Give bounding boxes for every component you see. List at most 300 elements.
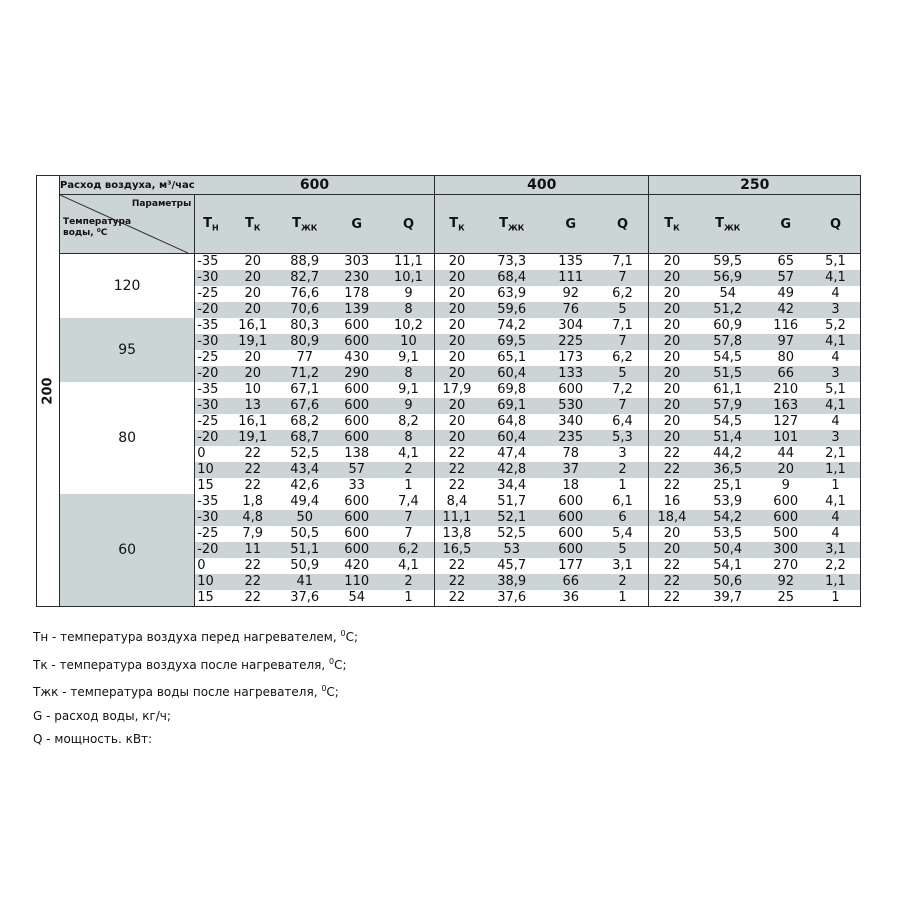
table-cell: 133 bbox=[545, 366, 597, 382]
table-cell: -35 bbox=[197, 494, 219, 509]
parameters-label: Параметры bbox=[131, 199, 192, 209]
table-cell: 42 bbox=[761, 302, 811, 318]
table-cell: 22 bbox=[435, 574, 479, 590]
table-cell: -25 bbox=[197, 414, 219, 429]
table-cell: 22 bbox=[649, 462, 695, 478]
table-cell: 22 bbox=[649, 478, 695, 494]
table-cell: 8,4 bbox=[435, 494, 479, 510]
table-cell: 80,3 bbox=[290, 318, 320, 333]
table-cell: 6,2 bbox=[383, 542, 435, 558]
table-cell: 20 bbox=[244, 254, 261, 269]
table-cell: 600 bbox=[344, 382, 370, 397]
table-cell: 10 bbox=[195, 462, 227, 478]
table-cell: 22 bbox=[435, 462, 479, 478]
table-cell: 74,2 bbox=[497, 318, 527, 333]
table-cell: -35 bbox=[197, 382, 219, 397]
table-cell: 9 bbox=[781, 478, 790, 493]
table-cell: 430 bbox=[344, 350, 370, 365]
column-header-g600-1: $Т_К$ bbox=[227, 195, 279, 254]
table-cell: 68,4 bbox=[479, 270, 545, 286]
table-cell: 60,9 bbox=[713, 318, 743, 333]
table-cell: 2 bbox=[597, 574, 649, 590]
water-temp-cell: 60 bbox=[60, 494, 195, 607]
table-cell: 67,6 bbox=[279, 398, 331, 414]
table-cell: 0 bbox=[197, 558, 206, 573]
table-cell: 50,5 bbox=[290, 526, 320, 541]
table-cell: 37,6 bbox=[290, 590, 320, 605]
table-cell: 53,5 bbox=[713, 526, 743, 541]
table-cell: 53,9 bbox=[713, 494, 743, 509]
table-cell: 33 bbox=[348, 478, 365, 493]
column-header-g600-0: $Т_Н$ bbox=[195, 195, 227, 254]
water-temp-cell: 120 bbox=[60, 254, 195, 319]
table-cell: 67,1 bbox=[290, 382, 320, 397]
table-cell: 173 bbox=[558, 350, 584, 365]
table-cell: 4,1 bbox=[825, 494, 846, 509]
table-cell: 18,4 bbox=[649, 510, 695, 526]
table-cell: 20 bbox=[649, 270, 695, 286]
table-cell: 5 bbox=[597, 302, 649, 318]
table-cell: 20 bbox=[649, 302, 695, 318]
table-cell: -20 bbox=[195, 430, 227, 446]
table-cell: 51,4 bbox=[695, 430, 761, 446]
table-cell: 59,5 bbox=[713, 254, 743, 269]
legend-line: Тжк - температура воды после нагревателя, $^0$С; bbox=[33, 684, 339, 699]
table-cell: 69,8 bbox=[497, 382, 527, 397]
table-cell: 600 bbox=[331, 334, 383, 350]
table-row bbox=[37, 254, 861, 271]
table-cell: 20 bbox=[244, 286, 261, 301]
legend-line: Q - мощность. кВт: bbox=[33, 732, 153, 746]
table-cell: 60,4 bbox=[479, 430, 545, 446]
table-cell: 7 bbox=[597, 334, 649, 350]
table-cell: 10 bbox=[195, 574, 227, 590]
table-cell: 7 bbox=[383, 510, 435, 526]
table-cell: 61,1 bbox=[713, 382, 743, 397]
water-temp-cell: 80 bbox=[60, 382, 195, 494]
table-cell: 22 bbox=[649, 558, 695, 574]
table-cell: 20 bbox=[649, 414, 695, 430]
table-cell: -35 bbox=[197, 318, 219, 333]
table-cell: 235 bbox=[545, 430, 597, 446]
table-cell: 20 bbox=[649, 526, 695, 542]
table-cell: 230 bbox=[331, 270, 383, 286]
table-cell: 530 bbox=[545, 398, 597, 414]
table-cell: 20 bbox=[649, 366, 695, 382]
table-cell: 9 bbox=[383, 398, 435, 414]
table-cell: 22 bbox=[435, 558, 479, 574]
table-cell: 8 bbox=[383, 430, 435, 446]
table-cell: 600 bbox=[331, 510, 383, 526]
table-cell: 304 bbox=[558, 318, 584, 333]
table-cell: 600 bbox=[773, 494, 799, 509]
table-cell: 10,1 bbox=[383, 270, 435, 286]
table-cell: 65 bbox=[777, 254, 794, 269]
table-cell: 34,4 bbox=[497, 478, 527, 493]
table-cell: 600 bbox=[344, 414, 370, 429]
table-cell: 22 bbox=[649, 446, 695, 462]
table-cell: 54,5 bbox=[713, 350, 743, 365]
table-cell: 22 bbox=[435, 590, 479, 607]
table-cell: 88,9 bbox=[290, 254, 320, 269]
table-cell: 8,2 bbox=[398, 414, 419, 429]
column-header-g250-0: $Т_К$ bbox=[649, 195, 695, 254]
column-header-g250-2: G bbox=[761, 195, 811, 254]
table-cell: 5,3 bbox=[597, 430, 649, 446]
table-cell: 71,2 bbox=[279, 366, 331, 382]
table-cell: 10 bbox=[383, 334, 435, 350]
table-cell: 15 bbox=[197, 590, 214, 605]
table-cell: 16,5 bbox=[435, 542, 479, 558]
table-cell: 3 bbox=[618, 446, 627, 461]
table-cell: 69,1 bbox=[479, 398, 545, 414]
table-cell: 22 bbox=[649, 574, 695, 590]
table-cell: 4 bbox=[831, 414, 840, 429]
flow-group-250: 250 bbox=[649, 176, 861, 195]
table-cell: 39,7 bbox=[713, 590, 743, 605]
table-cell: 4 bbox=[811, 510, 861, 526]
table-cell: 70,6 bbox=[279, 302, 331, 318]
table-cell: 600 bbox=[344, 494, 370, 509]
table-cell: 18 bbox=[562, 478, 579, 493]
table-cell: 300 bbox=[761, 542, 811, 558]
table-cell: -25 bbox=[197, 526, 219, 541]
legend-line: Тк - температура воздуха после нагревателя, $^0$С; bbox=[33, 656, 347, 672]
table-cell: 57,9 bbox=[695, 398, 761, 414]
table-cell: 7,1 bbox=[612, 318, 633, 333]
table-cell: 1 bbox=[404, 478, 413, 493]
table-cell: 1,1 bbox=[811, 574, 861, 590]
table-cell: 2 bbox=[597, 462, 649, 478]
table-cell: 4 bbox=[831, 286, 840, 301]
table-cell: 20 bbox=[227, 270, 279, 286]
table-cell: 600 bbox=[545, 542, 597, 558]
table-cell: 6,2 bbox=[612, 286, 633, 301]
table-cell: 270 bbox=[773, 558, 799, 573]
table-cell: 11,1 bbox=[393, 254, 423, 269]
table-cell: 22 bbox=[435, 446, 479, 462]
table-cell: 3 bbox=[811, 302, 861, 318]
table-cell: 78 bbox=[562, 446, 579, 461]
table-cell: 50 bbox=[279, 510, 331, 526]
table-cell: 42,6 bbox=[290, 478, 320, 493]
heater-performance-table bbox=[36, 175, 861, 607]
table-cell: 20 bbox=[435, 398, 479, 414]
table-cell: 38,9 bbox=[479, 574, 545, 590]
table-cell: 8 bbox=[383, 366, 435, 382]
table-cell: 225 bbox=[545, 334, 597, 350]
table-cell: 20 bbox=[435, 318, 479, 334]
table-cell: 20 bbox=[649, 350, 695, 366]
table-cell: 2,1 bbox=[825, 446, 846, 461]
table-cell: 303 bbox=[344, 254, 370, 269]
table-cell: -20 bbox=[195, 302, 227, 318]
table-cell: -35 bbox=[197, 254, 219, 269]
table-cell: 4,1 bbox=[811, 398, 861, 414]
table-cell: 5 bbox=[597, 542, 649, 558]
table-cell: 3,1 bbox=[811, 542, 861, 558]
table-cell: -30 bbox=[195, 334, 227, 350]
table-cell: 60,4 bbox=[479, 366, 545, 382]
table-cell: 49,4 bbox=[290, 494, 320, 509]
table-cell: 57 bbox=[761, 270, 811, 286]
table-cell: 49 bbox=[777, 286, 794, 301]
table-cell: 66 bbox=[545, 574, 597, 590]
legend bbox=[33, 622, 358, 752]
table-cell: 5,1 bbox=[825, 382, 846, 397]
table-cell: 600 bbox=[331, 542, 383, 558]
table-cell: 9,1 bbox=[398, 382, 419, 397]
table-cell: 20 bbox=[649, 334, 695, 350]
table-cell: 4,1 bbox=[811, 270, 861, 286]
table-cell: 25 bbox=[777, 590, 794, 605]
table-cell: 19,1 bbox=[227, 334, 279, 350]
table-cell: 178 bbox=[344, 286, 370, 301]
table-cell: 1 bbox=[618, 478, 627, 493]
table-cell: 22 bbox=[227, 574, 279, 590]
table-cell: 7,9 bbox=[242, 526, 264, 541]
table-cell: 20 bbox=[435, 254, 479, 271]
table-cell: 54,5 bbox=[713, 414, 743, 429]
table-cell: 500 bbox=[773, 526, 799, 541]
table-cell: 92 bbox=[761, 574, 811, 590]
table-cell: -25 bbox=[197, 350, 219, 365]
table-cell: 77 bbox=[296, 350, 313, 365]
table-cell: 20 bbox=[227, 302, 279, 318]
table-cell: 20 bbox=[435, 286, 479, 302]
table-cell: 50,9 bbox=[290, 558, 320, 573]
table-cell: 56,9 bbox=[695, 270, 761, 286]
table-cell: 16,1 bbox=[238, 414, 268, 429]
table-cell: 4 bbox=[831, 350, 840, 365]
table-cell: 50,6 bbox=[695, 574, 761, 590]
table-cell: 53 bbox=[479, 542, 545, 558]
table-cell: 64,8 bbox=[497, 414, 527, 429]
table-cell: 1 bbox=[618, 590, 627, 605]
flow-group-400: 400 bbox=[435, 176, 649, 195]
table-cell: 600 bbox=[761, 510, 811, 526]
table-cell: -30 bbox=[195, 510, 227, 526]
table-cell: 7,2 bbox=[612, 382, 633, 397]
table-cell: 76,6 bbox=[290, 286, 320, 301]
table-cell: 68,7 bbox=[279, 430, 331, 446]
table-cell: 600 bbox=[331, 430, 383, 446]
column-header-g400-0: $Т_К$ bbox=[435, 195, 479, 254]
table-cell: 92 bbox=[562, 286, 579, 301]
table-cell: 600 bbox=[558, 526, 584, 541]
table-cell: 73,3 bbox=[497, 254, 527, 269]
table-cell: 5,2 bbox=[825, 318, 846, 333]
table-cell: 57 bbox=[331, 462, 383, 478]
table-cell: 3 bbox=[811, 430, 861, 446]
table-cell: 36,5 bbox=[695, 462, 761, 478]
table-cell: 22 bbox=[244, 590, 261, 605]
table-cell: 0 bbox=[197, 446, 206, 461]
table-cell: 127 bbox=[773, 414, 799, 429]
table-cell: 54 bbox=[348, 590, 365, 605]
table-cell: 76 bbox=[545, 302, 597, 318]
table-cell: 5 bbox=[597, 366, 649, 382]
duct-size-value: 200 bbox=[40, 377, 56, 405]
table-cell: 6 bbox=[597, 510, 649, 526]
table-cell: 163 bbox=[761, 398, 811, 414]
table-cell: 139 bbox=[331, 302, 383, 318]
column-header-g400-3: Q bbox=[597, 195, 649, 254]
table-row bbox=[37, 318, 861, 334]
table-cell: 20 bbox=[649, 430, 695, 446]
table-cell: -20 bbox=[195, 542, 227, 558]
table-cell: 51,2 bbox=[695, 302, 761, 318]
table-cell: 20 bbox=[244, 350, 261, 365]
table-cell: 51,1 bbox=[279, 542, 331, 558]
table-cell: 20 bbox=[435, 414, 479, 430]
table-cell: 22 bbox=[244, 446, 261, 461]
column-header-g600-4: Q bbox=[383, 195, 435, 254]
table-cell: 20 bbox=[435, 350, 479, 366]
table-cell: -25 bbox=[197, 286, 219, 301]
table-cell: 41 bbox=[279, 574, 331, 590]
table-cell: 4,1 bbox=[398, 558, 419, 573]
table-cell: 20 bbox=[435, 302, 479, 318]
table-cell: 1,8 bbox=[242, 494, 264, 509]
performance-table-container bbox=[36, 175, 861, 607]
table-cell: 54 bbox=[719, 286, 736, 301]
legend-line: G - расход воды, кг/ч; bbox=[33, 708, 171, 723]
table-cell: 13 bbox=[227, 398, 279, 414]
table-cell: 22 bbox=[227, 462, 279, 478]
table-cell: 1 bbox=[831, 590, 840, 605]
table-cell: 20 bbox=[649, 382, 695, 398]
column-header-g400-2: G bbox=[545, 195, 597, 254]
table-cell: 7,4 bbox=[398, 494, 419, 509]
table-cell: 6,4 bbox=[612, 414, 633, 429]
table-cell: 20 bbox=[649, 318, 695, 334]
table-cell: 1,1 bbox=[811, 462, 861, 478]
table-cell: 2 bbox=[383, 462, 435, 478]
table-cell: 44 bbox=[777, 446, 794, 461]
table-cell: 42,8 bbox=[479, 462, 545, 478]
table-cell: 54,1 bbox=[713, 558, 743, 573]
table-cell: 111 bbox=[545, 270, 597, 286]
table-cell: 51,5 bbox=[695, 366, 761, 382]
table-cell: 340 bbox=[558, 414, 584, 429]
table-cell: -30 bbox=[195, 398, 227, 414]
table-cell: 600 bbox=[344, 526, 370, 541]
table-cell: 4,1 bbox=[811, 334, 861, 350]
flow-group-600: 600 bbox=[195, 176, 435, 195]
table-cell: 63,9 bbox=[497, 286, 527, 301]
air-flow-label: Расход воздуха, м³/час bbox=[60, 176, 195, 195]
table-cell: 20 bbox=[649, 254, 695, 271]
table-cell: 47,4 bbox=[497, 446, 527, 461]
table-cell: 600 bbox=[331, 398, 383, 414]
water-temp-label: Температура воды, ⁰С bbox=[63, 217, 132, 238]
table-cell: 20 bbox=[649, 542, 695, 558]
table-cell: 20 bbox=[435, 270, 479, 286]
table-cell: 10 bbox=[244, 382, 261, 397]
table-cell: 3,1 bbox=[612, 558, 633, 573]
table-cell: 36 bbox=[562, 590, 579, 605]
table-cell: 4 bbox=[831, 526, 840, 541]
table-cell: 3 bbox=[811, 366, 861, 382]
table-cell: 44,2 bbox=[713, 446, 743, 461]
table-cell: 57,8 bbox=[695, 334, 761, 350]
table-cell: 20 bbox=[649, 286, 695, 302]
table-cell: 7,1 bbox=[612, 254, 633, 269]
table-cell: 68,2 bbox=[290, 414, 320, 429]
table-cell: 15 bbox=[197, 478, 214, 493]
table-cell: 2 bbox=[383, 574, 435, 590]
table-cell: 22 bbox=[244, 478, 261, 493]
table-cell: 7 bbox=[597, 270, 649, 286]
table-cell: 1 bbox=[831, 478, 840, 493]
table-cell: 290 bbox=[331, 366, 383, 382]
table-cell: 37 bbox=[545, 462, 597, 478]
table-cell: 82,7 bbox=[279, 270, 331, 286]
table-cell: 10,2 bbox=[393, 318, 423, 333]
table-cell: 8 bbox=[383, 302, 435, 318]
duct-size-label bbox=[37, 176, 60, 607]
table-cell: 4,1 bbox=[398, 446, 419, 461]
table-cell: 420 bbox=[344, 558, 370, 573]
table-cell: 7 bbox=[597, 398, 649, 414]
column-header-g400-1: $Т_{ЖК}$ bbox=[479, 195, 545, 254]
table-cell: 138 bbox=[344, 446, 370, 461]
table-cell: 6,1 bbox=[612, 494, 633, 509]
column-header-g600-2: $Т_{ЖК}$ bbox=[279, 195, 331, 254]
table-cell: 52,5 bbox=[290, 446, 320, 461]
table-cell: 16,1 bbox=[238, 318, 268, 333]
table-cell: 9 bbox=[404, 286, 413, 301]
table-row bbox=[37, 382, 861, 398]
column-header-g250-1: $Т_{ЖК}$ bbox=[695, 195, 761, 254]
table-cell: 20 bbox=[227, 366, 279, 382]
table-cell: 97 bbox=[761, 334, 811, 350]
table-cell: 600 bbox=[558, 382, 584, 397]
parameters-diagonal-header bbox=[60, 195, 195, 254]
legend-line: Тн - температура воздуха перед нагревателем, $^0$С; bbox=[33, 629, 358, 644]
table-cell: 37,6 bbox=[497, 590, 527, 605]
table-cell: 66 bbox=[761, 366, 811, 382]
table-cell: 22 bbox=[435, 478, 479, 494]
table-cell: 600 bbox=[344, 318, 370, 333]
table-cell: 16 bbox=[649, 494, 695, 510]
table-cell: 50,4 bbox=[695, 542, 761, 558]
table-cell: 20 bbox=[435, 430, 479, 446]
table-cell: 19,1 bbox=[227, 430, 279, 446]
table-cell: 6,2 bbox=[612, 350, 633, 365]
table-cell: 110 bbox=[331, 574, 383, 590]
table-cell: 20 bbox=[649, 398, 695, 414]
column-header-g250-3: Q bbox=[811, 195, 861, 254]
table-cell: 25,1 bbox=[713, 478, 743, 493]
table-cell: 2,2 bbox=[825, 558, 846, 573]
table-cell: 20 bbox=[435, 334, 479, 350]
table-cell: 22 bbox=[649, 590, 695, 607]
table-cell: -30 bbox=[195, 270, 227, 286]
table-cell: 5,4 bbox=[612, 526, 633, 541]
table-cell: 210 bbox=[773, 382, 799, 397]
table-row bbox=[37, 494, 861, 510]
table-cell: 9,1 bbox=[398, 350, 419, 365]
table-cell: 20 bbox=[435, 366, 479, 382]
table-cell: 54,2 bbox=[695, 510, 761, 526]
table-cell: 17,9 bbox=[435, 382, 479, 398]
table-cell: 69,5 bbox=[479, 334, 545, 350]
table-cell: 116 bbox=[773, 318, 799, 333]
table-cell: 43,4 bbox=[279, 462, 331, 478]
table-cell: 22 bbox=[244, 558, 261, 573]
